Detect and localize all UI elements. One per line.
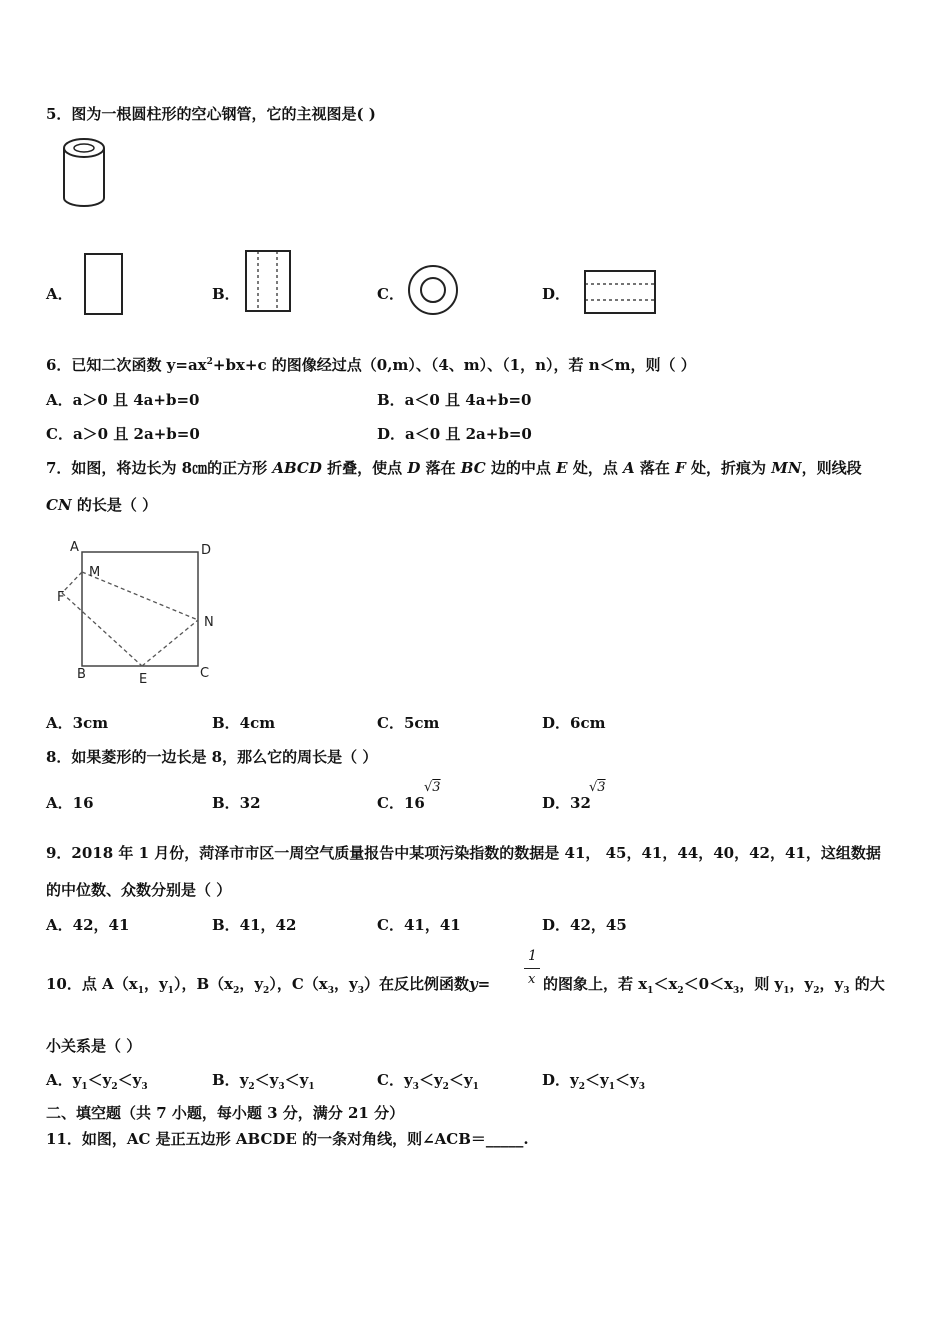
- q6-option-c[interactable]: C．a＞0 且 2a+b=0: [46, 425, 200, 443]
- q6-option-d[interactable]: D．a＜0 且 2a+b=0: [377, 425, 532, 443]
- q7-label-b: B: [77, 667, 86, 682]
- q7-label-c: C: [200, 666, 210, 681]
- q5-option-c-label[interactable]: C．: [377, 285, 404, 303]
- q6-stem: 6．已知二次函数 $y=ax^2+bx+c$ 的图像经过点（0,m）、（4、m）、（1，n），若 n＜m，则（ ）: [46, 356, 696, 374]
- q10-stem-line2: 小关系是（ ）: [46, 1037, 142, 1055]
- q10-option-c[interactable]: C．$y_3<y_2<y_1$: [377, 1071, 479, 1092]
- q10-stem-part1: 10．点 $A(x_1$，$y_1$），$B(x_2$，$y_2$），$C(x_3$，$y_3$）在反比例函数y=: [46, 975, 491, 996]
- q10-stem-part2: 的图象上，若 $x_1<x_2<0<x_3$，则 $y_1$，$y_2$，$y_3$ 的大: [543, 975, 885, 996]
- q7-option-d[interactable]: D．6cm: [542, 714, 606, 732]
- q8-option-c-sqrt: √3: [424, 780, 441, 795]
- q7-option-b[interactable]: B．4cm: [212, 714, 276, 732]
- q7-stem-line1: 7．如图，将边长为 8㎝的正方形 ABCD 折叠，使点 D 落在 BC 边的中点 E 处，点 A 落在 F 处，折痕为 MN，则线段: [46, 459, 862, 477]
- q8-option-c[interactable]: C．16: [377, 794, 425, 812]
- q9-option-b[interactable]: B．41，42: [212, 916, 297, 934]
- q5-stem: 5．图为一根圆柱形的空心钢管，它的主视图是( ): [46, 105, 376, 123]
- section-2-heading: 二、填空题（共 7 小题，每小题 3 分，满分 21 分）: [46, 1104, 405, 1122]
- q9-stem-line1: 9．2018 年 1 月份，菏泽市市区一周空气质量报告中某项污染指数的数据是 41， 45，41，44，40，42，41，这组数据: [46, 844, 881, 862]
- q10-frac-numerator: 1: [528, 948, 537, 964]
- q8-option-a[interactable]: A．16: [46, 794, 94, 812]
- q10-frac-bar: [524, 968, 540, 969]
- hollow-pipe-figure: [60, 136, 110, 211]
- q5-option-d-label[interactable]: D．: [542, 285, 571, 303]
- q7-label-a: A: [70, 540, 79, 555]
- q7-stem-line2: CN 的长是（ ）: [46, 496, 158, 514]
- q6-option-b[interactable]: B．a＜0 且 4a+b=0: [377, 391, 532, 409]
- q10-option-a[interactable]: A．$y_1<y_2<y_3$: [46, 1071, 148, 1092]
- q9-option-d[interactable]: D．42，45: [542, 916, 627, 934]
- q7-label-n: N: [204, 615, 214, 630]
- q8-stem: 8．如果菱形的一边长是 8，那么它的周长是（ ）: [46, 748, 378, 766]
- q6-option-a[interactable]: A．a＞0 且 4a+b=0: [46, 391, 200, 409]
- q5-option-b-label[interactable]: B．: [212, 285, 240, 303]
- q8-option-b[interactable]: B．32: [212, 794, 261, 812]
- q9-option-a[interactable]: A．42，41: [46, 916, 130, 934]
- q7-option-c[interactable]: C．5cm: [377, 714, 440, 732]
- q5-option-b-dashed-rect: [243, 248, 295, 316]
- q11-stem: 11．如图，AC 是正五边形 ABCDE 的一条对角线，则∠ACB＝_____.: [46, 1130, 529, 1148]
- q8-option-d-sqrt: √3: [589, 780, 606, 795]
- q7-label-d: D: [201, 543, 212, 558]
- q7-option-a[interactable]: A．3cm: [46, 714, 109, 732]
- q8-option-d[interactable]: D．32: [542, 794, 591, 812]
- q7-label-f: F: [57, 590, 65, 605]
- q5-option-a-label[interactable]: A．: [46, 285, 73, 303]
- q7-label-m: M: [89, 565, 101, 580]
- q7-label-e: E: [139, 672, 148, 687]
- q5-option-d-dashed-rect: [582, 268, 658, 316]
- q5-option-c-rings: [405, 262, 461, 318]
- q9-option-c[interactable]: C．41，41: [377, 916, 461, 934]
- q9-stem-line2: 的中位数、众数分别是（ ）: [46, 881, 232, 899]
- q5-option-a-rectangle: [80, 250, 130, 318]
- q10-frac-denominator: x: [528, 972, 536, 987]
- q10-option-b[interactable]: B．$y_2<y_3<y_1$: [212, 1071, 315, 1092]
- q10-option-d[interactable]: D．$y_2<y_1<y_3$: [542, 1071, 645, 1092]
